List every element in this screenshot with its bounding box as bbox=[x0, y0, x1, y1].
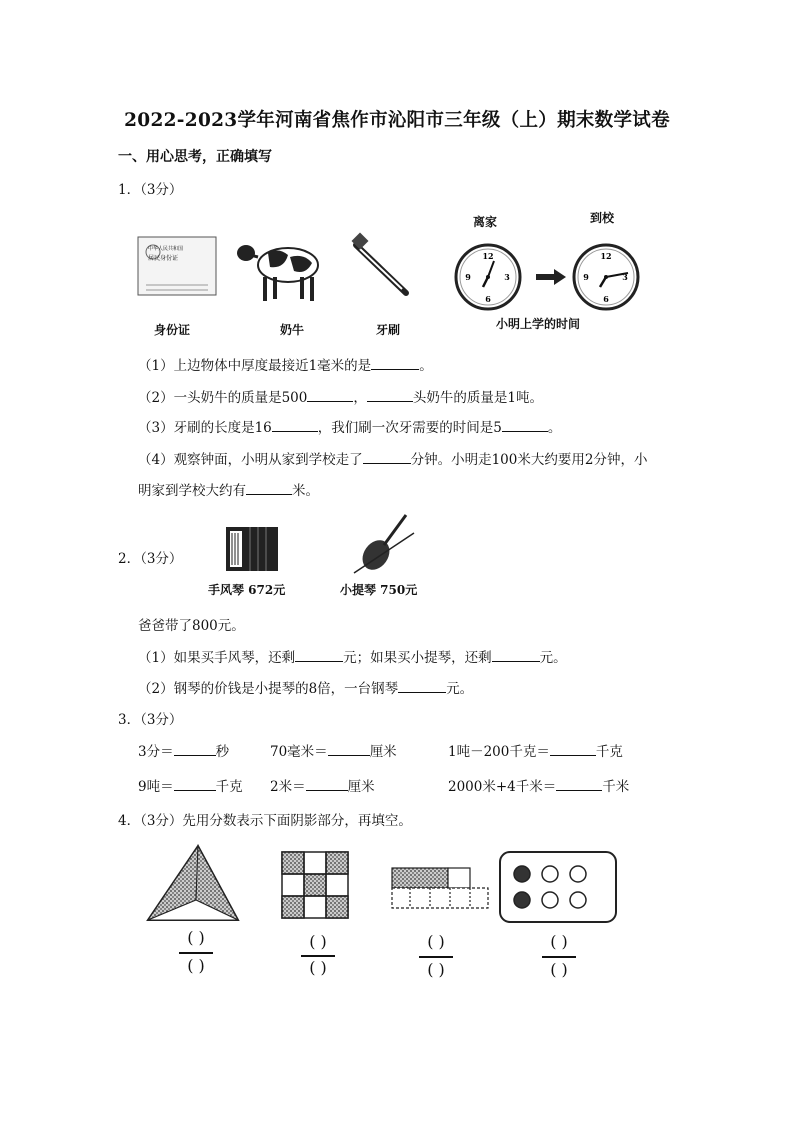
q1-p4-text-b: 分钟。小明走100米大约要用2分钟，小 bbox=[410, 452, 648, 468]
q3-unit: 秒 bbox=[215, 744, 230, 760]
question-1-figure bbox=[118, 205, 644, 343]
q1-p2-text-a: （2）一头奶牛的质量是500 bbox=[138, 390, 308, 406]
q2-part1 bbox=[138, 646, 567, 666]
q1-part1 bbox=[138, 354, 433, 374]
q3-r2c3 bbox=[448, 775, 629, 795]
fraction-denominator-4[interactable]: ( ) bbox=[550, 960, 568, 979]
svg-text:6: 6 bbox=[603, 294, 609, 304]
idcard-text2: 居民身份证 bbox=[148, 255, 179, 262]
accordion-image bbox=[226, 527, 278, 571]
q3-text: 3分＝ bbox=[138, 744, 174, 760]
fraction-denominator-3[interactable]: ( ) bbox=[427, 960, 445, 979]
q1-p3-text-b: ，我们刷一次牙需要的时间是5 bbox=[317, 420, 502, 436]
fraction-denominator-1[interactable]: ( ) bbox=[187, 956, 205, 975]
accordion-label: 手风琴 672元 bbox=[208, 583, 286, 597]
question-2-figure bbox=[194, 505, 436, 601]
answer-blank[interactable] bbox=[367, 388, 413, 402]
q3-r1c1 bbox=[138, 740, 229, 760]
q2-p1-text-c: 元。 bbox=[539, 650, 567, 666]
rectangle-strip-shape bbox=[392, 868, 488, 908]
question-4-figure bbox=[138, 838, 646, 992]
answer-blank[interactable] bbox=[306, 777, 348, 791]
time-caption: 小明上学的时间 bbox=[496, 317, 581, 331]
idcard-label: 身份证 bbox=[154, 323, 191, 337]
fraction-line bbox=[542, 956, 576, 958]
q1-p4b-text-a: 明家到学校大约有 bbox=[138, 483, 246, 499]
q3-r1c2 bbox=[270, 740, 397, 760]
q1-p2-text-c: 头奶牛的质量是1吨。 bbox=[412, 390, 543, 406]
q3-text: 70毫米＝ bbox=[270, 744, 328, 760]
q1-p4b-text-b: 米。 bbox=[292, 483, 319, 499]
q1-part4-cont bbox=[138, 479, 319, 499]
answer-blank[interactable] bbox=[307, 388, 353, 402]
grid-shape bbox=[282, 852, 348, 918]
answer-blank[interactable] bbox=[398, 679, 446, 693]
answer-blank[interactable] bbox=[502, 418, 548, 432]
q1-part3 bbox=[138, 416, 561, 436]
question-1-header: 1．（3分） bbox=[118, 182, 183, 198]
q2-intro: 爸爸带了800元。 bbox=[138, 618, 245, 634]
q3-unit: 千克 bbox=[215, 779, 243, 795]
fraction-numerator-2[interactable]: ( ) bbox=[309, 932, 327, 951]
violin-label: 小提琴 750元 bbox=[340, 583, 418, 597]
answer-blank[interactable] bbox=[371, 356, 419, 370]
q1-p1-text-a: （1）上边物体中厚度最接近1毫米的是 bbox=[138, 358, 372, 374]
answer-blank[interactable] bbox=[492, 648, 540, 662]
answer-blank[interactable] bbox=[550, 742, 596, 756]
svg-text:3: 3 bbox=[504, 272, 510, 282]
q3-text: 2米＝ bbox=[270, 779, 306, 795]
svg-text:6: 6 bbox=[485, 294, 491, 304]
q2-p2-text-b: 元。 bbox=[446, 681, 474, 697]
q2-part2 bbox=[138, 677, 473, 697]
q3-unit: 千米 bbox=[602, 779, 630, 795]
svg-text:9: 9 bbox=[465, 272, 471, 282]
q2-p2-text-a: （2）钢琴的价钱是小提琴的8倍，一台钢琴 bbox=[138, 681, 399, 697]
fraction-numerator-4[interactable]: ( ) bbox=[550, 932, 568, 951]
toothbrush-label: 牙刷 bbox=[376, 323, 401, 337]
page-title: 2022-2023学年河南省焦作市沁阳市三年级（上）期末数学试卷 bbox=[124, 110, 670, 131]
q3-unit: 厘米 bbox=[369, 744, 397, 760]
svg-text:12: 12 bbox=[482, 251, 494, 261]
violin-image bbox=[354, 515, 414, 575]
answer-blank[interactable] bbox=[174, 777, 216, 791]
leave-label: 离家 bbox=[473, 215, 498, 229]
question-4-header: 4．（3分）先用分数表示下面阴影部分，再填空。 bbox=[118, 813, 412, 829]
clock-leave bbox=[456, 245, 520, 309]
q3-text: 9吨＝ bbox=[138, 779, 174, 795]
q1-part2 bbox=[138, 386, 543, 406]
q1-p3-text-a: （3）牙刷的长度是16 bbox=[138, 420, 272, 436]
q2-p1-text-a: （1）如果买手风琴，还剩 bbox=[138, 650, 296, 666]
svg-text:3: 3 bbox=[622, 272, 628, 282]
q3-r2c2 bbox=[270, 775, 375, 795]
q3-text: 2000米+4千米＝ bbox=[448, 779, 557, 795]
fraction-line bbox=[419, 956, 453, 958]
q1-p3-text-c: 。 bbox=[547, 420, 562, 436]
q1-p4-text-a: （4）观察钟面，小明从家到学校走了 bbox=[138, 452, 363, 468]
q3-unit: 千克 bbox=[595, 744, 623, 760]
q1-p2-text-b: ， bbox=[353, 390, 367, 406]
answer-blank[interactable] bbox=[174, 742, 216, 756]
answer-blank[interactable] bbox=[246, 481, 292, 495]
q1-p1-text-b: 。 bbox=[419, 358, 433, 374]
q3-text: 1吨－200千克＝ bbox=[448, 744, 550, 760]
q3-unit: 厘米 bbox=[347, 779, 375, 795]
q1-part4 bbox=[138, 448, 647, 468]
peaches-shape bbox=[500, 852, 616, 922]
fraction-numerator-1[interactable]: ( ) bbox=[187, 928, 205, 947]
question-3-header: 3．（3分） bbox=[118, 712, 183, 728]
q2-p1-text-b: 元；如果买小提琴，还剩 bbox=[343, 650, 492, 666]
toothbrush-image bbox=[352, 233, 406, 293]
cow-label: 奶牛 bbox=[280, 323, 305, 337]
question-2-header: 2．（3分） bbox=[118, 551, 183, 567]
fraction-denominator-2[interactable]: ( ) bbox=[309, 958, 327, 977]
fraction-line bbox=[301, 955, 335, 957]
cow-image bbox=[237, 245, 318, 301]
answer-blank[interactable] bbox=[556, 777, 602, 791]
answer-blank[interactable] bbox=[295, 648, 343, 662]
section-heading: 一、用心思考，正确填写 bbox=[118, 149, 272, 165]
svg-text:12: 12 bbox=[600, 251, 612, 261]
arrow-icon bbox=[536, 269, 566, 285]
fraction-numerator-3[interactable]: ( ) bbox=[427, 932, 445, 951]
idcard-text1: 中华人民共和国 bbox=[148, 246, 184, 252]
arrive-label: 到校 bbox=[590, 211, 615, 225]
answer-blank[interactable] bbox=[363, 450, 411, 464]
svg-text:9: 9 bbox=[583, 272, 589, 282]
clock-arrive bbox=[574, 245, 638, 309]
triangle-shape bbox=[148, 846, 238, 920]
fraction-line bbox=[179, 952, 213, 954]
q3-r1c3 bbox=[448, 740, 623, 760]
answer-blank[interactable] bbox=[328, 742, 370, 756]
answer-blank[interactable] bbox=[272, 418, 318, 432]
q3-r2c1 bbox=[138, 775, 243, 795]
